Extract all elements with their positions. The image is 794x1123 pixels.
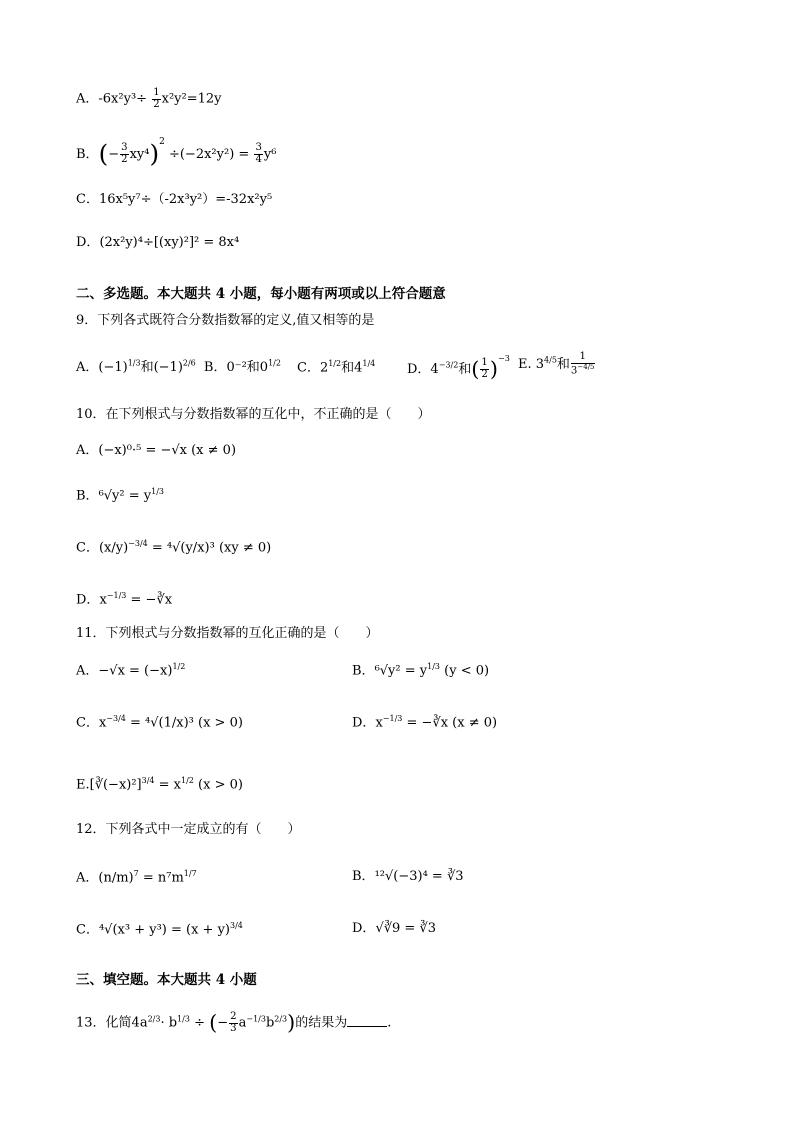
q9-option-c: C．$2^{1/2}$和$4^{1/4}$ xyxy=(297,359,376,376)
q8-option-c: C．16x⁵y⁷÷（-2x³y²）=-32x²y⁵ xyxy=(76,192,273,207)
q9-stem: 9．下列各式既符合分数指数幂的定义,值又相等的是 xyxy=(76,313,375,328)
q12-option-a: A．$(n/m)^7 = n^7m^{1/7}$ xyxy=(76,869,197,886)
q12-option-d: D．√∛9 = ∛3 xyxy=(352,921,436,936)
q11-option-b: B．$^6√y^2 = y^{1/3}$ (y < 0) xyxy=(352,662,490,679)
q10-option-d: D．$x^{-1/3}$ = −∛x xyxy=(76,591,173,608)
q9-option-a: A．$(-1)^{1/3}$和$(-1)^{2/6}$ xyxy=(76,359,196,376)
q11-option-a: A．$-√x = (-x)^{1/2}$ xyxy=(76,662,186,679)
q9-options xyxy=(76,360,281,374)
q13-stem: 13．化简$4a^{2/3}\cdot b^{1/3}$ ÷ (− $\frac{2}{3}$ $a^{-1/3}b^{2/3}$)的结果为 . xyxy=(76,1010,392,1035)
q9-option-d: D．$4^{-3/2}$和( $\frac{1}{2}$ )$^{-3}$ xyxy=(407,354,510,382)
q12-option-c: C．$^4√(x^3 + y^3) = (x + y)^{3/4}$ xyxy=(76,921,243,938)
q11-stem: 11．下列根式与分数指数幂的互化正确的是（ ） xyxy=(76,626,379,641)
q10-option-b: B．$^6√y^2 = y^{1/3}$ xyxy=(76,487,164,504)
q11-option-d: D．$x^{-1/3}$ = −∛x (x ≠ 0) xyxy=(352,714,498,731)
q8-option-b: B．(− $\frac{3}{2}$ xy⁴)$^2$ ÷(−2x²y²) = $\frac{3}{4}$ y⁶ xyxy=(76,137,277,169)
q8-option-a: A．-6x²y³÷ $\frac{1}{2}$ x²y²=12y xyxy=(76,87,222,110)
q9-option-b: B．0⁻²和$0^{1/2}$ xyxy=(203,359,281,376)
q8-option-d: D．(2x²y)⁴÷[(xy)²]² = 8x⁴ xyxy=(76,235,240,250)
q10-option-a: A．(−x)⁰·⁵ = −√x (x ≠ 0) xyxy=(76,443,237,458)
q10-stem: 10．在下列根式与分数指数幂的互化中，不正确的是（ ） xyxy=(76,407,431,422)
section-3-title: 三、填空题。本大题共 4 小题 xyxy=(76,972,257,988)
q12-option-b: B．¹²√(−3)⁴ = ∛3 xyxy=(352,869,464,884)
answer-blank[interactable] xyxy=(347,1026,387,1027)
section-2-title: 二、多选题。本大题共 4 小题，每小题有两项或以上符合题意 xyxy=(76,286,446,302)
q12-stem: 12．下列各式中一定成立的有（ ） xyxy=(76,822,301,837)
q11-option-c: C．$x^{-3/4} = ^4√(1/x)^3$ (x > 0) xyxy=(76,714,243,731)
q11-option-e: E.[∛(−x)²]$^{3/4}$ = $x^{1/2}$ (x > 0) xyxy=(76,776,243,793)
q9-option-e: E. $3^{4/5}$和 $\frac{1}{3^{-4/5}}$ xyxy=(518,351,595,377)
q10-option-c: C．$(x/y)^{-3/4} = ^4√(y/x)^3$ (xy ≠ 0) xyxy=(76,539,272,556)
